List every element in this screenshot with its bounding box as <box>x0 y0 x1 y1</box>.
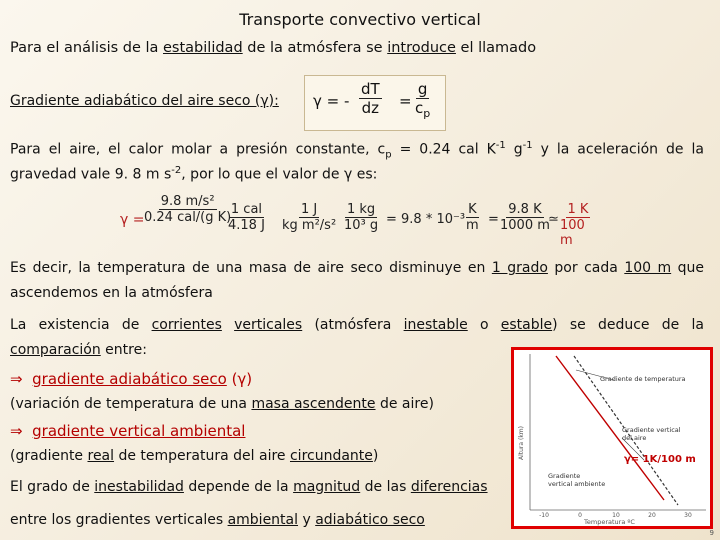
calc-frac-6: $\frac{9.8 K}{1000 m}$ <box>500 202 550 233</box>
formula-gamma: γ = - <box>313 92 350 110</box>
calc-gamma: γ = <box>120 212 145 228</box>
calc-mid: = 9.8 * 10⁻³ <box>386 212 466 227</box>
x-tick-label: 20 <box>648 512 656 519</box>
x-tick-label: -10 <box>539 512 549 519</box>
calc-frac-4: $\frac{1 kg}{\text{10³ g}}$ <box>344 202 379 233</box>
lapse-rate-svg <box>514 350 710 526</box>
list-note-environmental: (gradiente real de temperatura del aire circundante) <box>10 448 379 464</box>
adiabatic-formula <box>304 75 446 131</box>
lapse-rate-figure <box>511 347 713 529</box>
label-env-gradient-1: Gradiente vertical <box>622 426 681 434</box>
calc-frac-3: $\frac{1 J}{\text{kg m²/s²}}$ <box>282 202 337 233</box>
y-axis-label: Altura (km) <box>518 426 525 460</box>
para-conclusion-line2: ascendemos en la atmósfera <box>10 285 213 301</box>
label-env-low-1: Gradiente <box>548 472 581 480</box>
calc-frac-5: $\frac{K}{m}$ <box>466 202 479 233</box>
formula-dtdz: $\frac{dT}{dz}$ <box>361 80 380 117</box>
x-tick-label: 30 <box>684 512 692 519</box>
para-currents-line2: comparación entre: <box>10 342 147 358</box>
gradient-label: Gradiente adiabático del aire seco (γ): <box>10 93 279 109</box>
calc-eq: = <box>488 212 499 227</box>
list-item-adiabatic: ⇒ gradiente adiabático seco (γ) <box>10 370 253 388</box>
x-tick-label: 0 <box>578 512 582 519</box>
label-env-low-2: vertical ambiente <box>548 480 606 488</box>
page-number: 9 <box>709 529 714 537</box>
para-instability: El grado de inestabilidad depende de la magnitud de las diferencias <box>10 479 488 495</box>
para-conclusion-line1: Es decir, la temperatura de una masa de aire seco disminuye en 1 grado por cada 100 m que <box>10 260 705 276</box>
list-item-environmental: ⇒ gradiente vertical ambiental <box>10 422 246 440</box>
implies-arrow-icon: ⇒ <box>10 422 23 440</box>
gamma-value-label: γ= 1K/100 m <box>624 454 696 465</box>
para-heat-capacity-line2: gravedad vale 9. 8 m $s^{-2}$, por lo que el valor de γ es: <box>10 165 378 183</box>
x-tick-group <box>539 512 692 519</box>
label-env-gradient-2: del aire <box>622 434 647 442</box>
intro-text: Para el análisis de la estabilidad de la atmósfera se introduce el llamado <box>10 40 537 56</box>
para-currents-line1: La existencia de corrientes verticales (atmósfera inestable o estable) se deduce de la <box>10 317 704 333</box>
para-gradients: entre los gradientes verticales ambiental y adiabático seco <box>10 512 425 528</box>
slide-title: Transporte convectivo vertical <box>239 10 481 29</box>
x-axis-label: Temperatura ºC <box>584 518 635 526</box>
label-dry-gradient: Gradiente de temperatura <box>600 375 686 383</box>
calc-frac-7: $\frac{1 K}{100 m}$ <box>560 202 589 248</box>
list-note-adiabatic: (variación de temperatura de una masa ascendente de aire) <box>10 396 434 412</box>
implies-arrow-icon: ⇒ <box>10 370 23 388</box>
formula-eq: = <box>399 92 412 110</box>
para-heat-capacity-line1: Para el aire, el calor molar a presión constante, $c_p = 0.24$ cal $K^{-1}$ $g^{-1}$ y la aceleración de la <box>10 140 704 161</box>
x-tick-label: 10 <box>612 512 620 519</box>
calc-frac-2: 1 cal 4.18 J <box>228 202 265 233</box>
calc-frac-1: 9.8 m/s² 0.24 cal/(g K) <box>144 194 232 225</box>
gamma-calculation <box>116 192 596 258</box>
formula-gcp: $\frac{g}{c_p}$ <box>415 80 431 120</box>
calc-approx: ≃ <box>548 212 559 227</box>
